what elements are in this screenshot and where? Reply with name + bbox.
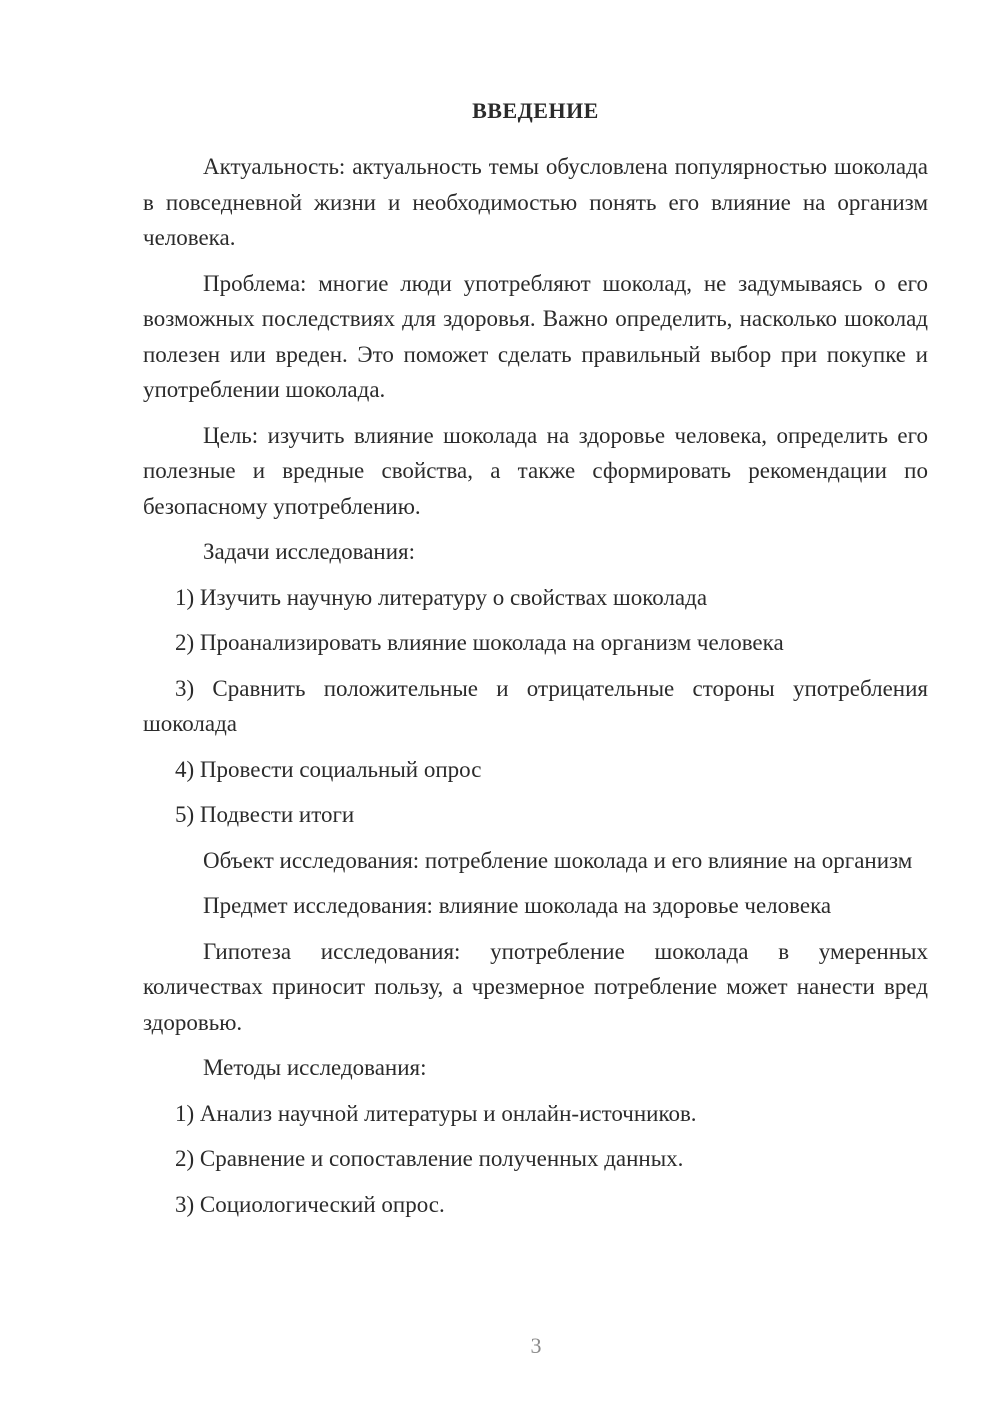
task-item-1: 1) Изучить научную литературу о свойствах шоколада — [175, 584, 708, 610]
goal-paragraph: Цель: изучить влияние шоколада на здоровье человека, определить его полезные и вредные свойства, а также сформировать рекомендации по безопасному употреблению. — [143, 422, 928, 519]
method-item-3: 3) Социологический опрос. — [175, 1191, 445, 1217]
problem-paragraph: Проблема: многие люди употребляют шоколад, не задумываясь о его возможных последствиях для здоровья. Важно определить, насколько шоколад полезен или вреден. Это поможет сделать правильный выбор при покупке и употреблении шоколада. — [143, 270, 928, 402]
subject-paragraph: Предмет исследования: влияние шоколада на здоровье человека — [203, 893, 832, 918]
tasks-heading: Задачи исследования: — [203, 539, 416, 564]
task-item-5: 5) Подвести итоги — [175, 802, 355, 827]
task-item-3: 3) Сравнить положительные и отрицательные стороны употребления шоколада — [143, 675, 928, 736]
section-title: ВВЕДЕНИЕ — [472, 98, 599, 123]
relevance-paragraph: Актуальность: актуальность темы обусловлена популярностью шоколада в повседневной жизни и необходимостью понять его влияние на организм человека. — [143, 154, 928, 250]
task-item-2: 2) Проанализировать влияние шоколада на организм человека — [175, 630, 784, 655]
hypothesis-paragraph: Гипотеза исследования: употребление шоколада в умеренных количествах приносит пользу, а чрезмерное потребление может нанести вред здоровью. — [143, 938, 928, 1035]
methods-heading: Методы исследования: — [203, 1055, 427, 1080]
object-paragraph: Объект исследования: потребление шоколада и его влияние на организм — [203, 847, 913, 873]
method-item-2: 2) Сравнение и сопоставление полученных данных. — [175, 1146, 684, 1171]
page-number: 3 — [530, 1333, 542, 1358]
task-item-4: 4) Провести социальный опрос — [175, 756, 482, 782]
method-item-1: 1) Анализ научной литературы и онлайн-источников. — [175, 1100, 697, 1126]
page-content — [143, 94, 928, 1232]
